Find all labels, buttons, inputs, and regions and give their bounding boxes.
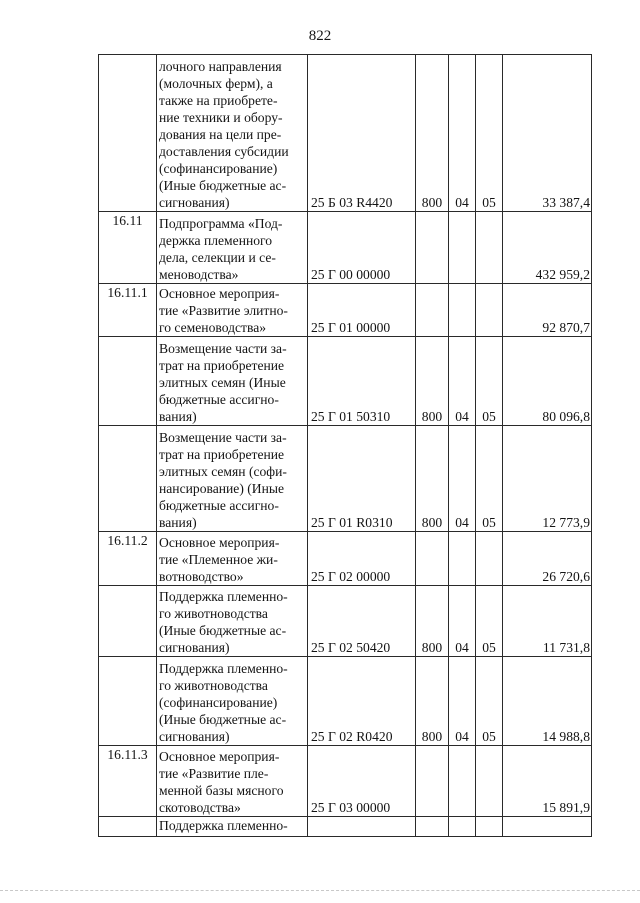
row-subsection-cell	[476, 284, 503, 337]
row-subsection-cell	[476, 817, 503, 837]
row-name-cell: Поддержка племенно-	[157, 817, 308, 837]
table-row	[99, 657, 592, 746]
row-subsection-cell	[476, 212, 503, 284]
row-name-cell: лочного направления (молочных ферм), а также на приобрете- ние техники и обору- дования на цели пре- доставления субсидии (софинансирование) (Иные бюджетные ас- сигнования)	[157, 55, 308, 212]
row-section-cell	[449, 817, 476, 837]
row-amount-cell: 26 720,6	[503, 532, 592, 586]
row-subsection-cell: 05	[476, 657, 503, 746]
row-target-code-cell: 25 Г 01 50310	[308, 337, 416, 426]
row-amount-cell	[503, 817, 592, 837]
row-number-cell: 16.11	[99, 212, 157, 284]
row-number-cell	[99, 55, 157, 212]
row-section-cell	[449, 284, 476, 337]
row-target-code-cell: 25 Г 02 50420	[308, 586, 416, 657]
row-subsection-cell: 05	[476, 337, 503, 426]
row-expense-type-cell: 800	[416, 337, 449, 426]
row-name-cell: Возмещение части за- трат на приобретение элитных семян (Иные бюджетные ассигно- вания)	[157, 337, 308, 426]
row-expense-type-cell	[416, 746, 449, 817]
budget-table	[98, 54, 592, 837]
row-amount-cell: 15 891,9	[503, 746, 592, 817]
row-target-code-cell: 25 Г 01 R0310	[308, 426, 416, 532]
scan-edge-line	[0, 890, 640, 891]
table-row	[99, 284, 592, 337]
row-subsection-cell: 05	[476, 586, 503, 657]
row-expense-type-cell: 800	[416, 426, 449, 532]
row-expense-type-cell	[416, 212, 449, 284]
row-amount-cell: 12 773,9	[503, 426, 592, 532]
row-amount-cell: 92 870,7	[503, 284, 592, 337]
table-row	[99, 55, 592, 212]
row-section-cell	[449, 532, 476, 586]
table-row	[99, 817, 592, 837]
table-row	[99, 212, 592, 284]
row-expense-type-cell	[416, 817, 449, 837]
row-section-cell	[449, 746, 476, 817]
row-target-code-cell	[308, 817, 416, 837]
row-name-cell: Поддержка племенно- го животноводства (Иные бюджетные ас- сигнования)	[157, 586, 308, 657]
row-amount-cell: 33 387,4	[503, 55, 592, 212]
row-subsection-cell: 05	[476, 426, 503, 532]
row-section-cell: 04	[449, 426, 476, 532]
row-section-cell: 04	[449, 586, 476, 657]
row-name-cell: Поддержка племенно- го животноводства (софинансирование) (Иные бюджетные ас- сигнования)	[157, 657, 308, 746]
row-number-cell: 16.11.2	[99, 532, 157, 586]
row-number-cell	[99, 657, 157, 746]
row-expense-type-cell	[416, 284, 449, 337]
row-subsection-cell: 05	[476, 55, 503, 212]
table-row	[99, 532, 592, 586]
row-target-code-cell: 25 Б 03 R4420	[308, 55, 416, 212]
row-target-code-cell: 25 Г 02 R0420	[308, 657, 416, 746]
row-number-cell: 16.11.3	[99, 746, 157, 817]
row-number-cell	[99, 426, 157, 532]
row-name-cell: Основное мероприя- тие «Развитие элитно- го семеноводства»	[157, 284, 308, 337]
table-row	[99, 426, 592, 532]
row-section-cell	[449, 212, 476, 284]
row-section-cell: 04	[449, 337, 476, 426]
row-amount-cell: 11 731,8	[503, 586, 592, 657]
row-number-cell	[99, 337, 157, 426]
row-amount-cell: 432 959,2	[503, 212, 592, 284]
table-row	[99, 746, 592, 817]
row-name-cell: Основное мероприя- тие «Племенное жи- вотноводство»	[157, 532, 308, 586]
row-number-cell	[99, 586, 157, 657]
row-subsection-cell	[476, 532, 503, 586]
row-target-code-cell: 25 Г 00 00000	[308, 212, 416, 284]
row-subsection-cell	[476, 746, 503, 817]
row-name-cell: Основное мероприя- тие «Развитие пле- менной базы мясного скотоводства»	[157, 746, 308, 817]
row-name-cell: Возмещение части за- трат на приобретение элитных семян (софи- нансирование) (Иные бюджетные ассигно- вания)	[157, 426, 308, 532]
row-target-code-cell: 25 Г 01 00000	[308, 284, 416, 337]
row-amount-cell: 80 096,8	[503, 337, 592, 426]
row-name-cell: Подпрограмма «Под- держка племенного дела, селекции и се- меноводства»	[157, 212, 308, 284]
table-row	[99, 586, 592, 657]
row-expense-type-cell: 800	[416, 586, 449, 657]
row-target-code-cell: 25 Г 03 00000	[308, 746, 416, 817]
row-section-cell: 04	[449, 55, 476, 212]
page-number: 822	[308, 28, 332, 44]
row-number-cell: 16.11.1	[99, 284, 157, 337]
row-number-cell	[99, 817, 157, 837]
row-expense-type-cell: 800	[416, 55, 449, 212]
row-amount-cell: 14 988,8	[503, 657, 592, 746]
row-section-cell: 04	[449, 657, 476, 746]
table-row	[99, 337, 592, 426]
row-target-code-cell: 25 Г 02 00000	[308, 532, 416, 586]
row-expense-type-cell: 800	[416, 657, 449, 746]
row-expense-type-cell	[416, 532, 449, 586]
